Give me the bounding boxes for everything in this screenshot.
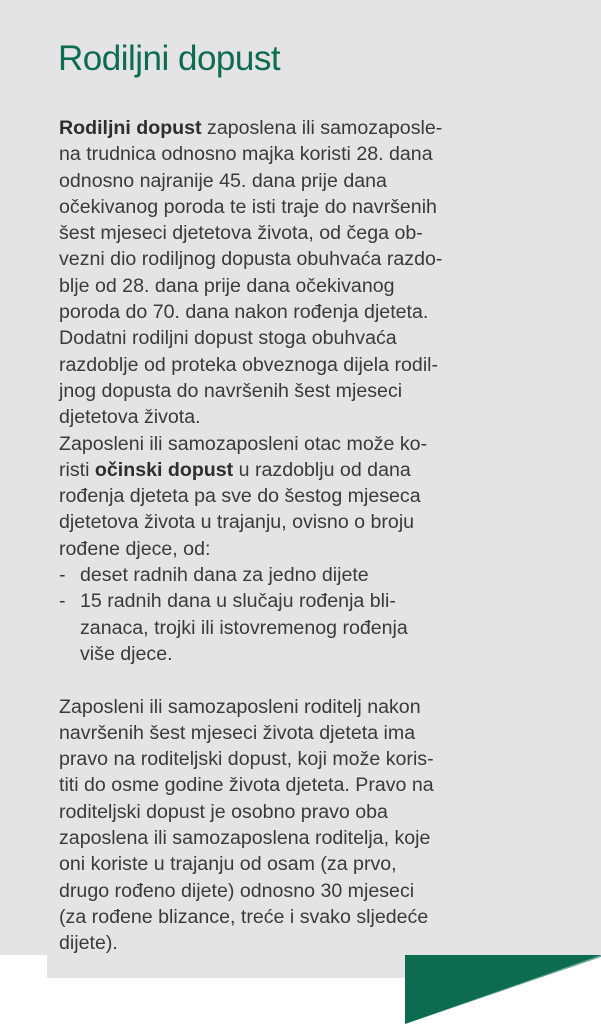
paragraph-line: Zaposleni ili samozaposleni roditelj nakon [59, 695, 421, 718]
paragraph-line: rođene djece, od: [59, 537, 211, 560]
paragraph-line: navršenih šest mjeseci života djeteta ima [59, 721, 416, 744]
paragraph-line: djetetova života u trajanju, ovisno o broju [59, 511, 415, 534]
paragraph-line: titi do osme godine života djeteta. Pravo na [59, 774, 434, 797]
paragraph-line: zaposlena ili samozaposlena roditelja, koje [59, 827, 431, 850]
paragraph-line: jnog dopusta do navršenih šest mjeseci [59, 379, 403, 402]
paragraph-line: pravo na roditeljski dopust, koji može koris- [59, 748, 434, 771]
paragraph-line: roditeljski dopust je osobno pravo oba [59, 800, 388, 823]
paragraph-line: Zaposleni ili samozaposleni otac može ko- [59, 432, 428, 455]
paragraph-line: drugo rođeno dijete) odnosno 30 mjeseci [59, 879, 415, 902]
bold-term-maternity-leave: Rodiljni dopust [59, 117, 202, 139]
text-run: risti [59, 458, 95, 481]
list-item-text: deset radnih dana za jedno dijete [80, 564, 369, 587]
info-panel-bottom-strip [47, 955, 405, 978]
paragraph-line: vezni dio rodiljnog dopusta obuhvaća razdo- [59, 248, 443, 271]
paragraph-line: oni koriste u trajanju od osam (za prvo, [59, 853, 397, 876]
paragraph-line: (za rođene blizance, treće i svako sljedeće [59, 905, 429, 928]
list-item [59, 588, 599, 614]
paragraph-line: očekivanog poroda te isti traje do navršenih [59, 195, 437, 218]
list-item-text: 15 radnih dana u slučaju rođenja bli- [80, 590, 396, 613]
paragraph-line: djetetova života. [59, 406, 201, 429]
body-text [59, 115, 599, 957]
paragraph-line: šest mjeseci djetetova života, od čega ob- [59, 222, 423, 245]
text-run: zaposlena ili samozaposle- [201, 117, 443, 139]
paragraph-line: poroda do 70. dana nakon rođenja djeteta. [59, 301, 429, 324]
page-title: Rodiljni dopust [58, 39, 281, 78]
bold-term-paternity-leave: očinski dopust [94, 458, 234, 481]
paragraph-gap [59, 667, 599, 693]
paragraph-line: na trudnica odnosno majka koristi 28. dana [59, 143, 433, 166]
paragraph-line: dijete). [59, 932, 118, 955]
text-run: u razdoblju od dana [233, 458, 411, 481]
paragraph-line: odnosno najranije 45. dana prije dana [59, 169, 387, 192]
fold-shape [405, 955, 601, 1024]
paragraph-line: Dodatni rodiljni dopust stoga obuhvaća [59, 327, 397, 350]
fold-shadow [405, 955, 601, 1024]
list-dash: - [59, 590, 66, 613]
list-dash: - [59, 564, 66, 587]
list-item-continuation: više djece. [80, 642, 173, 665]
paragraph-paternity-line [59, 457, 599, 483]
paragraph-line: rođenja djeteta pa sve do šestog mjeseca [59, 485, 421, 508]
paragraph-line: razdoblje od proteka obveznoga dijela rodil- [59, 353, 439, 376]
paragraph-maternity-line [59, 115, 599, 141]
list-item-continuation: zanaca, trojki ili istovremenog rođenja [80, 616, 408, 639]
paragraph-line: blje od 28. dana prije dana očekivanog [59, 274, 395, 297]
list-item [59, 562, 599, 588]
